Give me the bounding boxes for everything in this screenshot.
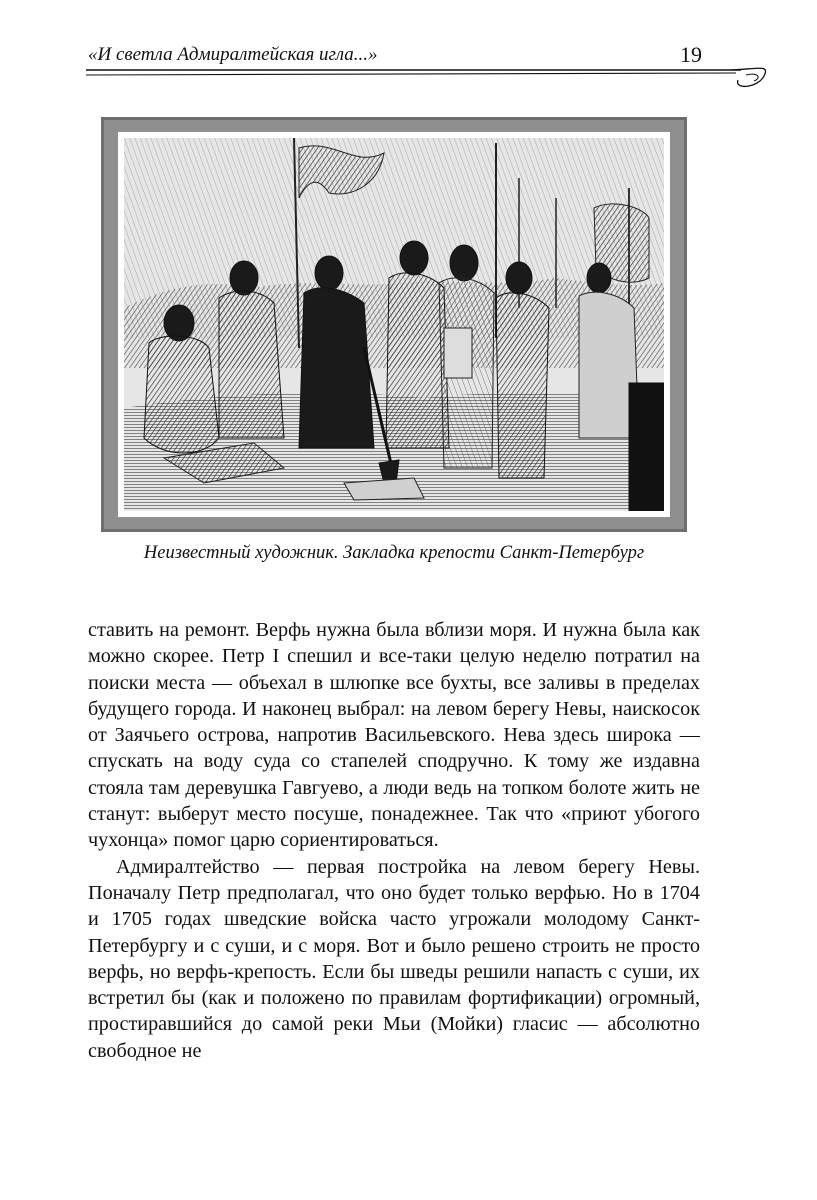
body-text [88,617,700,1064]
engraving-illustration [124,138,664,511]
figure-caption: Неизвестный художник. Закладка крепости Санкт-Петербург [143,543,645,563]
figure-frame [101,117,687,532]
paragraph: ставить на ремонт. Верфь нужна была вблизи моря. И нужна была как можно скорее. Петр I спешил и все-таки целую неделю потратил на поиски места — объехал в шлюпке все бухты, все заливы в пределах будущего города. И наконец выбрал: на левом берегу Невы, наискосок от Заячьего острова, напротив Васильевского. Нева здесь широка — спускать на воду суда со стапелей сподручно. К тому же издавна стояла там деревушка Гавгуево, а люди ведь на топком болоте жить не станут: выберут место посуше, понадежнее. Так что «приют убогого чухонца» помог царю сориентироваться. [88,619,700,852]
figure-image-area [118,132,670,517]
header-rule-ornament [86,66,776,94]
running-title: «И светла Адмиралтейская игла...» [88,44,378,65]
paragraph: Адмиралтейство — первая постройка на левом берегу Невы. Поначалу Петр предполагал, что оно будет только верфью. Но в 1704 и 1705 годах шведские войска часто угрожали молодому Санкт-Петербургу и с суши, и с моря. Вот и было решено строить не просто верфь, но верфь-крепость. Если бы шведы решили напасть с суши, их встретил бы (как и положено по правилам фортификации) огромный, простиравшийся до самой реки Мьи (Мойки) гласис — абсолютно свободное не [88,855,700,1062]
page-number: 19 [680,42,702,67]
